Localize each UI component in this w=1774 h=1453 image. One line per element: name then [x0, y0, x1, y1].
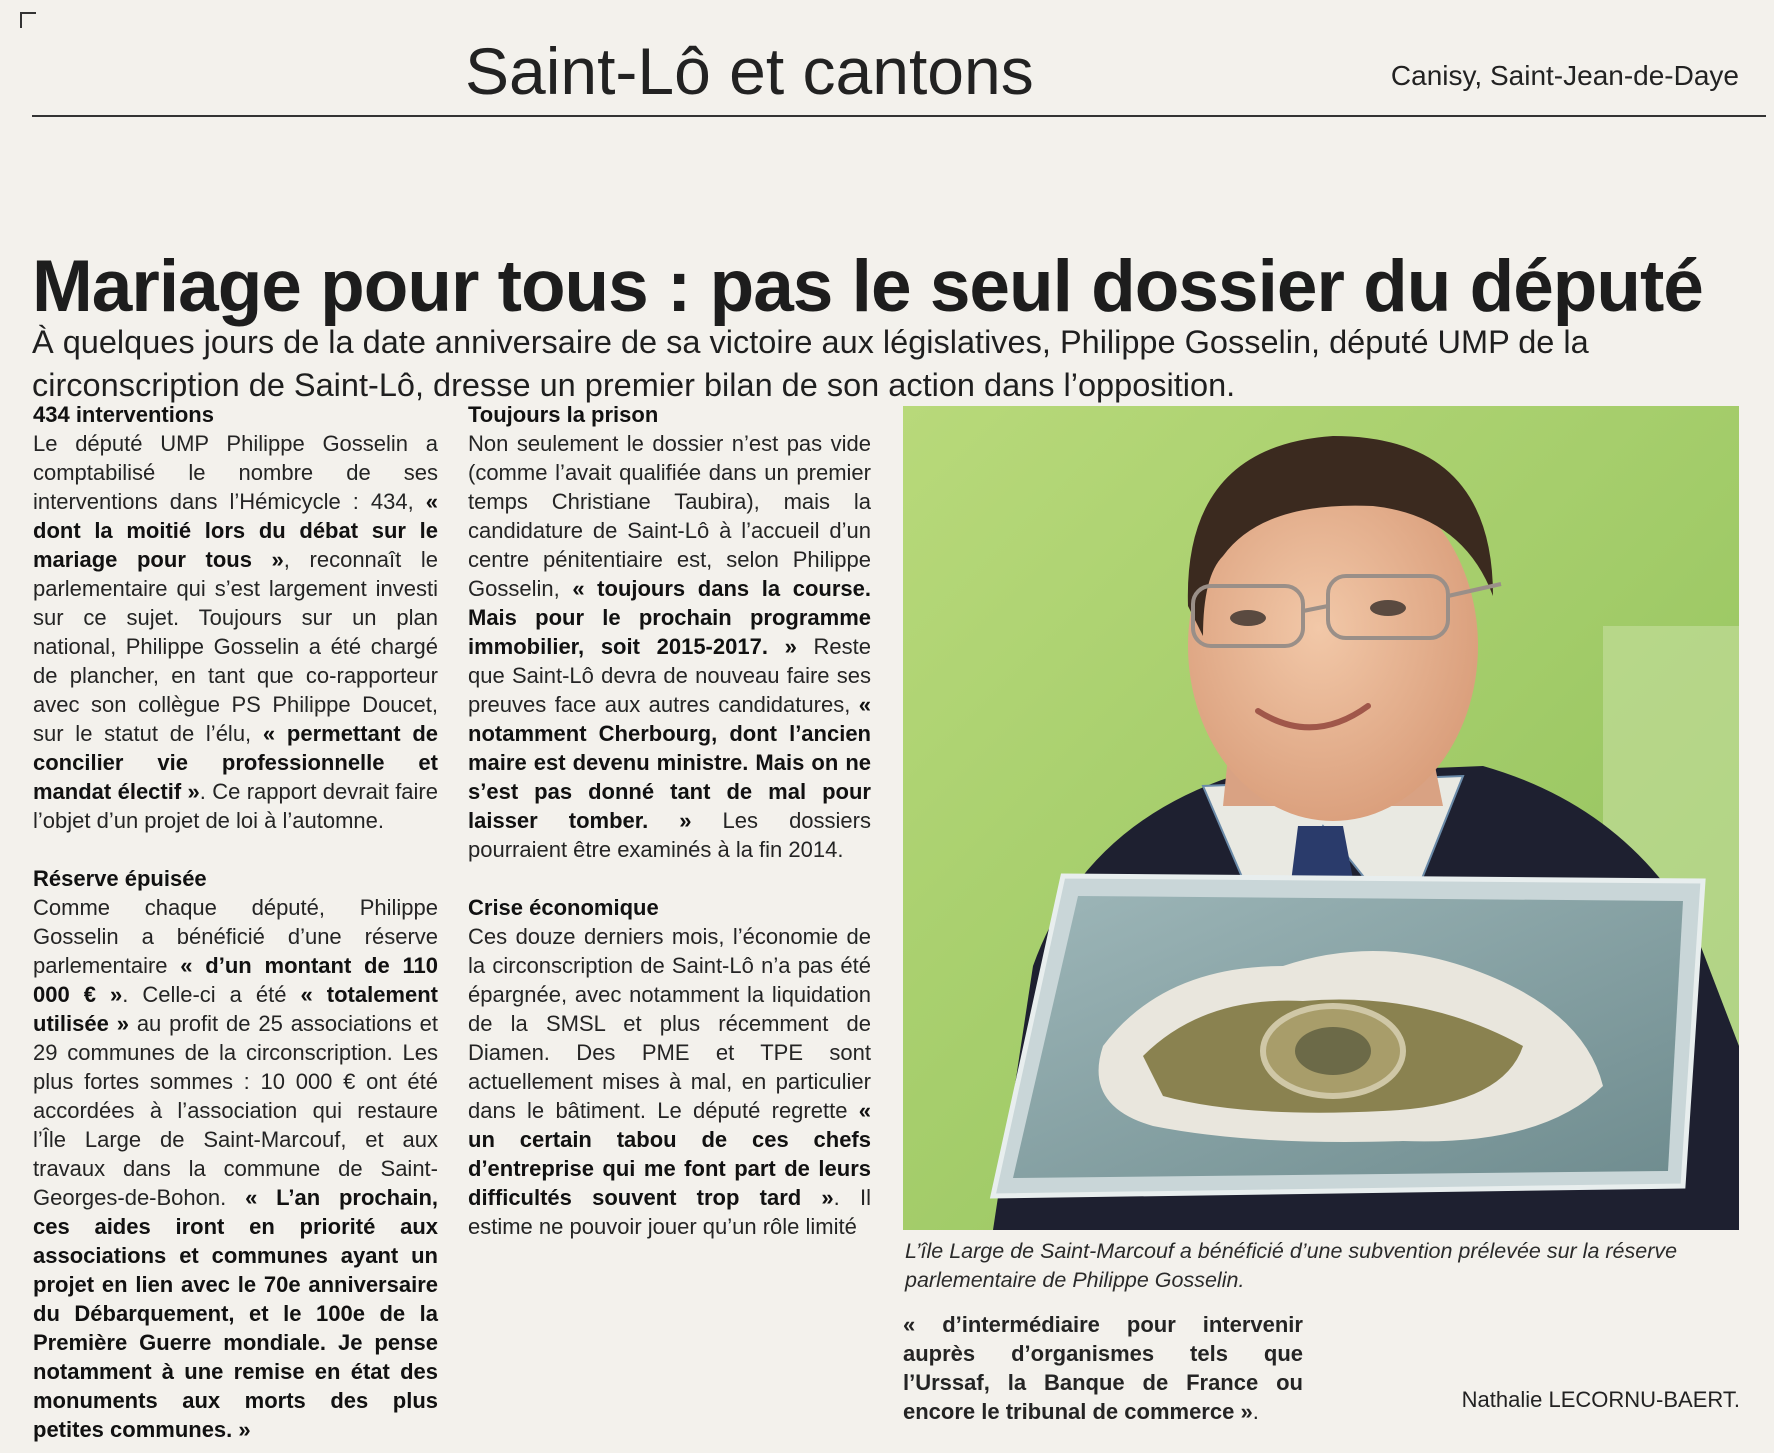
text: . Il estime ne pouvoir jouer qu’un rôle limité	[468, 1185, 871, 1239]
text: Non seulement le dossier n’est pas vide (comme l’avait qualifiée dans un premier temps Christiane Taubira), mais la candidature de Saint-Lô à l’accueil d’un centre pénitentiaire est, selon Philippe Gosselin,	[468, 431, 871, 601]
text: Les dossiers pourraient être examinés à la fin 2014.	[468, 808, 871, 862]
quote: « permettant de concilier vie professionnelle et mandat électif »	[33, 721, 438, 804]
author-byline: Nathalie LECORNU-BAERT.	[1461, 1387, 1740, 1412]
column-2	[468, 400, 871, 1241]
headline: Mariage pour tous : pas le seul dossier du député	[32, 245, 1703, 327]
text: , reconnaît le parlementaire qui s’est largement investi sur ce sujet. Toujours sur un plan national, Philippe Gosselin a été chargé de plancher, en tant que co-rapporteur avec son collègue PS Philippe Doucet, sur le statut de l’élu,	[33, 547, 438, 746]
text: Comme chaque député, Philippe Gosselin a bénéficié d’une réserve parlementaire	[33, 895, 438, 978]
lead-paragraph: À quelques jours de la date anniversaire de sa victoire aux législatives, Philippe Gosselin, député UMP de la circonscription de Saint-Lô, dresse un premier bilan de son action dans l’opposition.	[32, 323, 1589, 403]
subheading-reserve: Réserve épuisée	[33, 866, 207, 891]
paragraph-prison	[468, 429, 871, 864]
header-divider	[32, 115, 1766, 117]
paragraph-reserve	[33, 893, 438, 1444]
quote: « totalement utilisée »	[33, 982, 438, 1036]
text: . Ce rapport devrait faire l’objet d’un projet de loi à l’automne.	[33, 779, 438, 833]
portrait-illustration	[903, 406, 1739, 1230]
text: Ces douze derniers mois, l’économie de la circonscription de Saint-Lô n’a pas été épargnée, avec notamment la liquidation de la SMSL et plus récemment de Diamen. Des PME et TPE sont actuellement mises à mal, en particulier dans le bâtiment. Le député regrette	[468, 924, 871, 1123]
quote: « L’an prochain, ces aides iront en priorité aux associations et communes ayant un projet en lien avec le 70e anniversaire du Débarquement, et le 100e de la Première Guerre mondiale. Je pense notamment à une remise en état des monuments aux morts des plus petites communes. »	[33, 1185, 439, 1442]
subheading-crise: Crise économique	[468, 895, 659, 920]
quote: « d’intermédiaire pour intervenir auprès d’organismes tels que l’Urssaf, la Banque de France ou encore le tribunal de commerce »	[903, 1312, 1303, 1424]
quote: « dont la moitié lors du débat sur le mariage pour tous »	[33, 489, 438, 572]
photo-caption: L’île Large de Saint-Marcouf a bénéficié d’une subvention prélevée sur la réserve parlementaire de Philippe Gosselin.	[905, 1239, 1678, 1292]
subheading-prison: Toujours la prison	[468, 402, 659, 427]
paragraph-interventions	[33, 429, 438, 835]
text: au profit de 25 associations et 29 communes de la circonscription. Les plus fortes sommes : 10 000 € ont été accordées à l’association qui restaure l’Île Large de Saint-Marcouf, et aux travaux dans la commune de Saint-Georges-de-Bohon.	[33, 1011, 438, 1210]
column-1	[33, 400, 438, 1444]
crop-mark-icon	[20, 12, 36, 28]
section-title: Saint-Lô et cantons	[465, 34, 1034, 108]
text: Reste que Saint-Lô devra de nouveau faire ses preuves face aux autres candidatures,	[468, 634, 871, 717]
text: .	[1252, 1399, 1259, 1424]
subheading-interventions: 434 interventions	[33, 402, 214, 427]
article-photo	[903, 406, 1739, 1230]
quote: « toujours dans la course. Mais pour le prochain programme immobilier, soit 2015-2017. »	[468, 576, 871, 659]
quote: « d’un montant de 110 000 € »	[33, 953, 438, 1007]
text: Le député UMP Philippe Gosselin a comptabilisé le nombre de ses interventions dans l’Hémicycle : 434,	[33, 431, 438, 514]
text: . Celle-ci a été	[122, 982, 301, 1007]
quote: « un certain tabou de ces chefs d’entreprise qui me font part de leurs difficultés souvent trop tard »	[468, 1098, 871, 1210]
paragraph-crise	[468, 922, 871, 1241]
column-3-continuation	[903, 1310, 1303, 1426]
section-subtitle: Canisy, Saint-Jean-de-Daye	[1390, 60, 1739, 91]
quote: « notamment Cherbourg, dont l’ancien maire est devenu ministre. Mais on ne s’est pas donné tant de mal pour laisser tomber. »	[468, 692, 871, 833]
